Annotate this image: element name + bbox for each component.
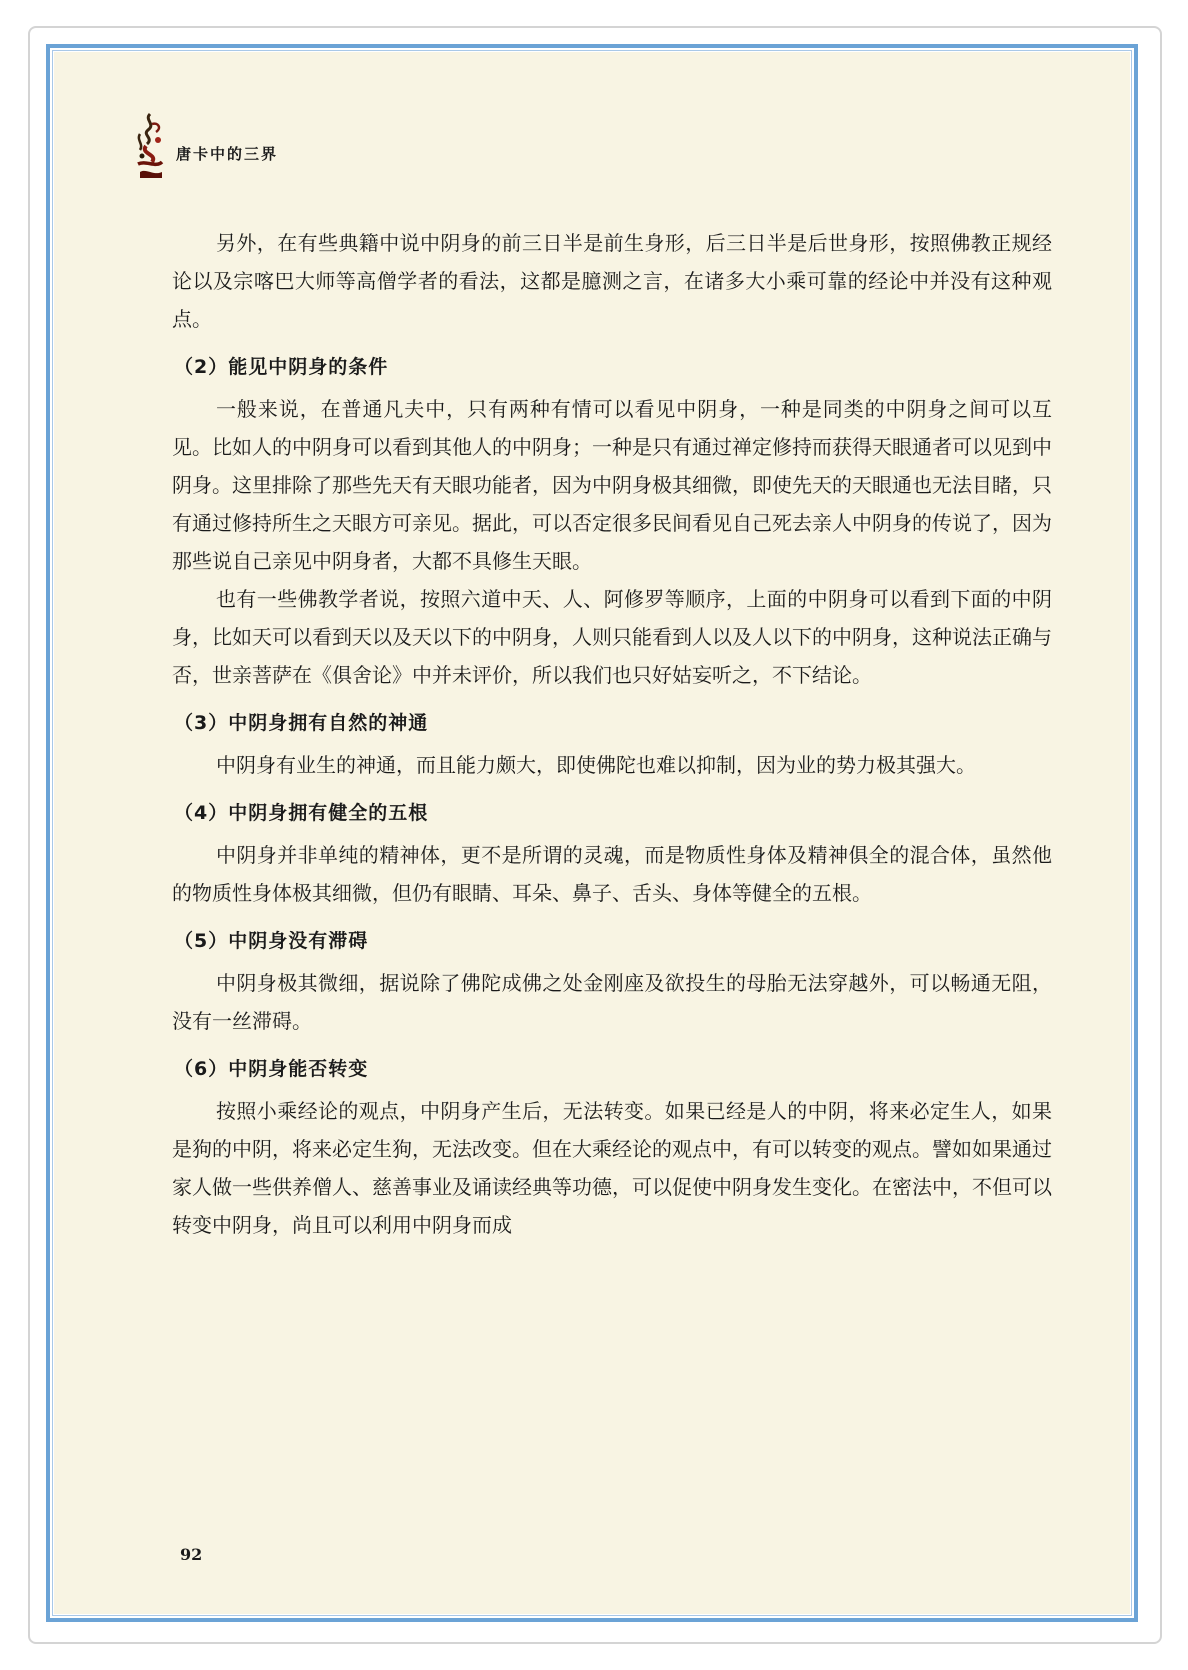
page-number: 92 bbox=[180, 1545, 203, 1564]
paragraph: 中阴身有业生的神通，而且能力颇大，即使佛陀也难以抑制，因为业的势力极其强大。 bbox=[216, 753, 976, 777]
section-heading: （2）能见中阴身的条件 bbox=[174, 356, 389, 378]
section-heading: （6）中阴身能否转变 bbox=[174, 1058, 369, 1080]
section-heading: （4）中阴身拥有健全的五根 bbox=[174, 802, 429, 824]
section-heading: （5）中阴身没有滞碍 bbox=[174, 930, 369, 952]
tibetan-ornament-icon bbox=[132, 110, 168, 182]
section-heading: （3）中阴身拥有自然的神通 bbox=[174, 712, 429, 734]
paragraph: 中阴身极其微细，据说除了佛陀成佛之处金刚座及欲投生的母胎无法穿越外，可以畅通无阻，没有一丝滞碍。 bbox=[172, 971, 1052, 1033]
paragraph: 按照小乘经论的观点，中阴身产生后，无法转变。如果已经是人的中阴，将来必定生人，如果是狗的中阴，将来必定生狗，无法改变。但在大乘经论的观点中，有可以转变的观点。譬如如果通过家人做一些供养僧人、慈善事业及诵读经典等功德，可以促使中阴身发生变化。在密法中，不但可以转变中阴身，尚且可以利用中阴身而成 bbox=[172, 1099, 1052, 1237]
paragraph: 也有一些佛教学者说，按照六道中天、人、阿修罗等顺序，上面的中阴身可以看到下面的中阴身，比如天可以看到天以及天以下的中阴身，人则只能看到人以及人以下的中阴身，这种说法正确与否，世亲菩萨在《俱舍论》中并未评价，所以我们也只好姑妄听之，不下结论。 bbox=[172, 587, 1052, 687]
running-title: 唐卡中的三界 bbox=[176, 145, 279, 163]
book-page bbox=[54, 52, 1130, 1614]
page-body bbox=[172, 224, 1052, 1244]
paragraph: 一般来说，在普通凡夫中，只有两种有情可以看见中阴身，一种是同类的中阴身之间可以互见。比如人的中阴身可以看到其他人的中阴身；一种是只有通过禅定修持而获得天眼通者可以见到中阴身。这里排除了那些先天有天眼功能者，因为中阴身极其细微，即使先天的天眼通也无法目睹，只有通过修持所生之天眼方可亲见。据此，可以否定很多民间看见自己死去亲人中阴身的传说了，因为那些说自己亲见中阴身者，大都不具修生天眼。 bbox=[172, 397, 1052, 573]
paragraph: 另外，在有些典籍中说中阴身的前三日半是前生身形，后三日半是后世身形，按照佛教正规经论以及宗喀巴大师等高僧学者的看法，这都是臆测之言，在诸多大小乘可靠的经论中并没有这种观点。 bbox=[172, 231, 1052, 331]
page-header bbox=[132, 112, 278, 182]
paragraph: 中阴身并非单纯的精神体，更不是所谓的灵魂，而是物质性身体及精神俱全的混合体，虽然他的物质性身体极其细微，但仍有眼睛、耳朵、鼻子、舌头、身体等健全的五根。 bbox=[172, 843, 1052, 905]
